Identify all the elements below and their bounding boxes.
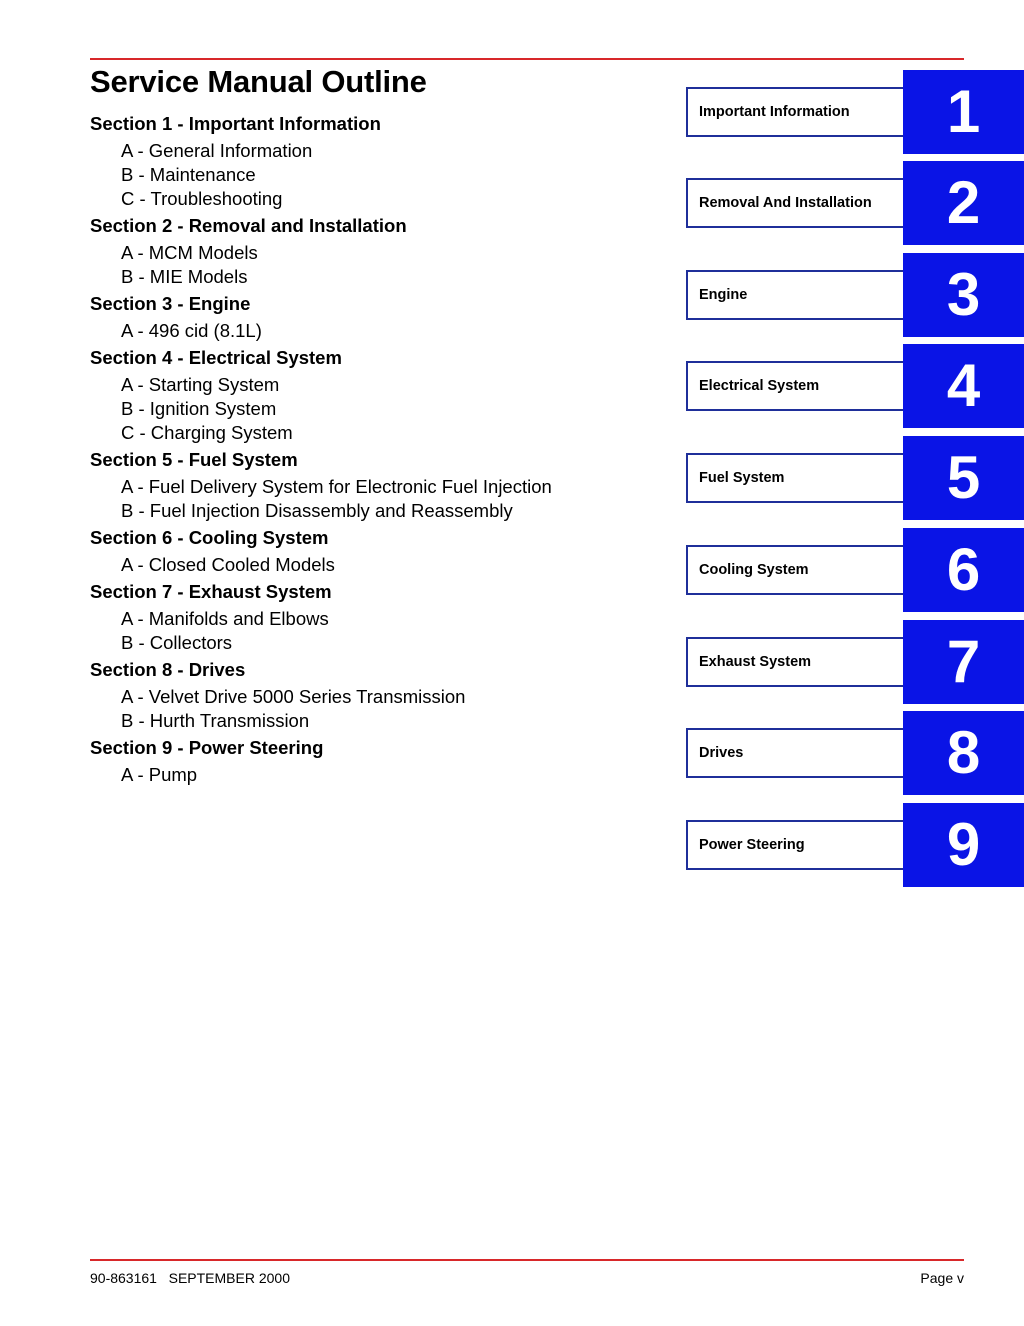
subsection-item[interactable]: C - Charging System [121,422,293,443]
subsection-item[interactable]: B - Hurth Transmission [121,710,310,731]
tab-number: 4 [903,344,1024,428]
section-tab-1[interactable] [686,70,1024,154]
tab-number: 9 [903,803,1024,887]
subsection-item[interactable]: A - Starting System [121,374,280,395]
tab-label-box [686,178,908,228]
tab-label-box [686,270,908,320]
tab-label: Fuel System [699,470,785,486]
section-tab-2[interactable] [686,161,1024,245]
subsection-item[interactable]: A - General Information [121,140,313,161]
tab-number: 3 [903,253,1024,337]
tab-label-box [686,545,908,595]
section-tab-9[interactable] [686,803,1024,887]
tab-label: Engine [699,287,748,303]
tab-label-box [686,361,908,411]
section-tab-6[interactable] [686,528,1024,612]
tab-label-box [686,637,908,687]
tab-number: 8 [903,711,1024,795]
subsection-item[interactable]: B - Collectors [121,632,233,653]
section-heading[interactable]: Section 4 - Electrical System [90,347,342,368]
subsection-item[interactable]: C - Troubleshooting [121,188,283,209]
tab-label: Removal And Installation [699,195,872,211]
section-heading[interactable]: Section 2 - Removal and Installation [90,215,407,236]
tab-label: Drives [699,745,744,761]
tab-number: 5 [903,436,1024,520]
outline-list [90,112,660,790]
subsection-item[interactable]: A - 496 cid (8.1L) [121,320,262,341]
subsection-item[interactable]: A - MCM Models [121,242,258,263]
subsection-item[interactable]: A - Fuel Delivery System for Electronic Fuel Injection [121,476,552,497]
tab-label: Cooling System [699,562,809,578]
tab-number: 6 [903,528,1024,612]
tab-number: 1 [903,70,1024,154]
section-heading[interactable]: Section 5 - Fuel System [90,449,298,470]
section-tab-3[interactable] [686,253,1024,337]
subsection-item[interactable]: A - Closed Cooled Models [121,554,335,575]
section-tab-5[interactable] [686,436,1024,520]
tab-label-box [686,87,908,137]
page-number: Page v [920,1270,964,1286]
document-number: 90-863161 SEPTEMBER 2000 [90,1270,291,1286]
section-tab-8[interactable] [686,711,1024,795]
tab-label: Power Steering [699,837,805,853]
tab-label: Exhaust System [699,654,812,670]
subsection-item[interactable]: B - Maintenance [121,164,256,185]
section-tab-7[interactable] [686,620,1024,704]
section-heading[interactable]: Section 6 - Cooling System [90,527,329,548]
tab-label: Important Information [699,104,850,120]
section-heading[interactable]: Section 7 - Exhaust System [90,581,332,602]
subsection-item[interactable]: B - Ignition System [121,398,277,419]
section-heading[interactable]: Section 1 - Important Information [90,113,381,134]
tab-label: Electrical System [699,378,820,394]
tab-number: 7 [903,620,1024,704]
tab-number: 2 [903,161,1024,245]
section-heading[interactable]: Section 3 - Engine [90,293,251,314]
tab-label-box [686,820,908,870]
page-title: Service Manual Outline [90,64,427,99]
section-heading[interactable]: Section 9 - Power Steering [90,737,324,758]
section-heading[interactable]: Section 8 - Drives [90,659,246,680]
subsection-item[interactable]: B - Fuel Injection Disassembly and Reassembly [121,500,513,521]
subsection-item[interactable]: A - Velvet Drive 5000 Series Transmission [121,686,466,707]
header-rule [90,58,964,60]
tab-label-box [686,453,908,503]
subsection-item[interactable]: A - Pump [121,764,198,785]
tab-label-box [686,728,908,778]
subsection-item[interactable]: B - MIE Models [121,266,248,287]
footer-rule [90,1259,964,1261]
subsection-item[interactable]: A - Manifolds and Elbows [121,608,329,629]
section-tab-4[interactable] [686,344,1024,428]
